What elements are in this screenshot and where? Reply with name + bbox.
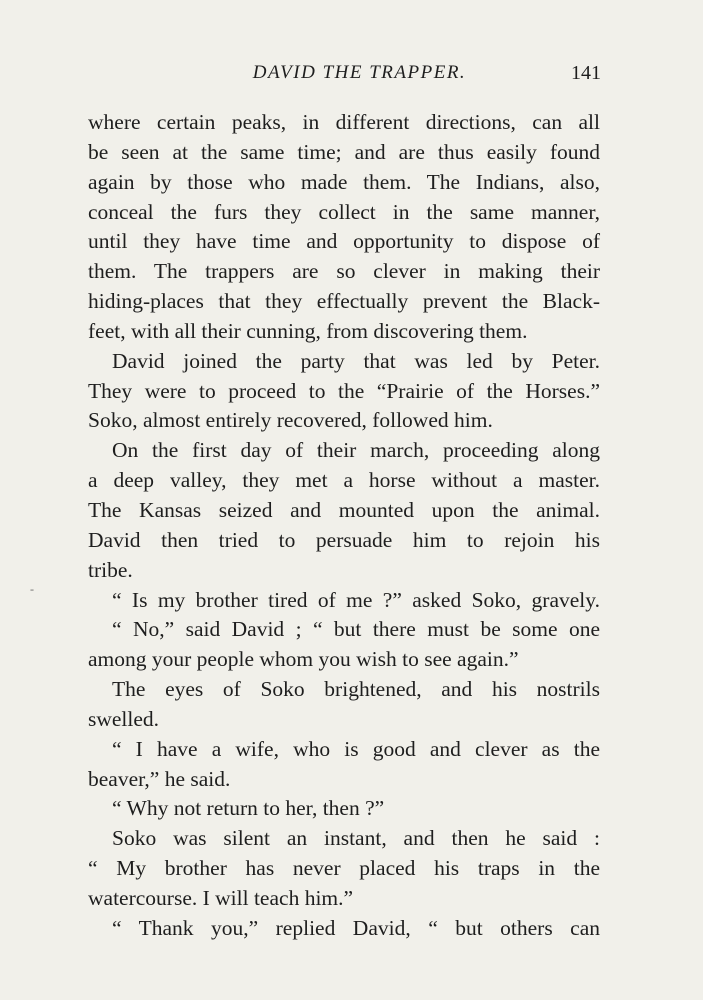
text-line: a deep valley, they met a horse without a master.: [88, 468, 600, 493]
text-line: Soko, almost entirely recovered, followed him.: [88, 408, 493, 433]
text-line: conceal the furs they collect in the same manner,: [88, 199, 600, 224]
text-line: David then tried to persuade him to rejoin his: [88, 527, 600, 552]
text-line: “ Thank you,” replied David, “ but others can: [112, 915, 600, 940]
page-header: [88, 62, 601, 90]
text-line: be seen at the same time; and are thus easily found: [88, 139, 600, 164]
text-line: until they have time and opportunity to dispose of: [88, 229, 600, 254]
text-line: hiding-places that they effectually prevent the Black-: [88, 289, 600, 314]
text-line: “ Is my brother tired of me ?” asked Soko, gravely.: [112, 587, 600, 612]
text-line: beaver,” he said.: [88, 766, 231, 791]
text-line: them. The trappers are so clever in making their: [88, 259, 600, 284]
text-line: Soko was silent an instant, and then he said :: [112, 826, 600, 851]
text-line: again by those who made them. The Indians, also,: [88, 169, 600, 194]
text-line: tribe.: [88, 557, 133, 582]
running-title: DAVID THE TRAPPER.: [252, 62, 467, 83]
text-line: where certain peaks, in different directions, can all: [88, 110, 600, 134]
text-line: They were to proceed to the “Prairie of the Horses.”: [88, 378, 600, 403]
text-line: “ I have a wife, who is good and clever as the: [112, 736, 600, 761]
page-number: 141: [571, 62, 601, 84]
text-line: On the first day of their march, proceeding along: [112, 438, 600, 463]
body-text: [88, 108, 600, 944]
text-line: “ No,” said David ; “ but there must be some one: [112, 617, 600, 642]
text-line: The Kansas seized and mounted upon the animal.: [88, 497, 600, 522]
text-line: David joined the party that was led by Peter.: [112, 348, 600, 373]
margin-mark: ‐: [30, 582, 34, 596]
text-line: The eyes of Soko brightened, and his nostrils: [112, 677, 600, 702]
text-line: feet, with all their cunning, from discovering them.: [88, 318, 528, 343]
text-line: watercourse. I will teach him.”: [88, 885, 354, 910]
text-line: “ My brother has never placed his traps in the: [88, 856, 600, 881]
text-line: among your people whom you wish to see again.”: [88, 647, 519, 672]
text-line: “ Why not return to her, then ?”: [112, 796, 385, 821]
text-line: swelled.: [88, 706, 160, 731]
